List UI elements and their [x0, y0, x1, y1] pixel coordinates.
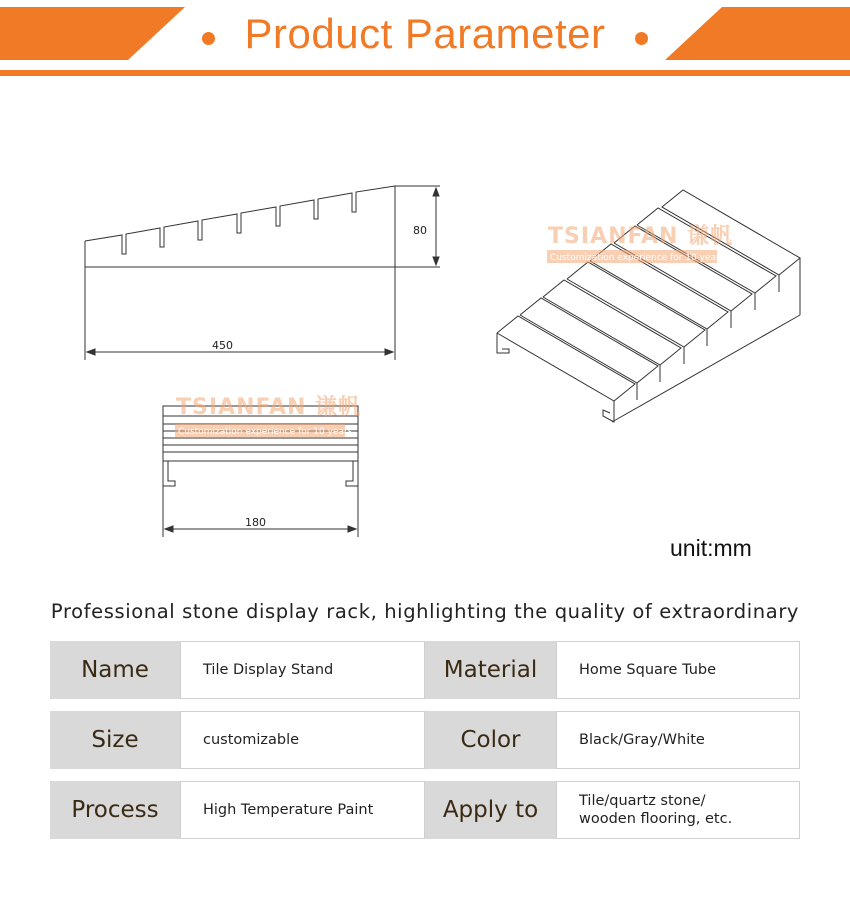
- param-label: Process: [50, 781, 180, 839]
- param-label: Apply to: [425, 781, 556, 839]
- param-row: [50, 781, 800, 841]
- param-label: Name: [50, 641, 180, 699]
- param-value: customizable: [180, 711, 425, 769]
- svg-text:TSIANFAN 谦帆: TSIANFAN 谦帆: [176, 395, 362, 420]
- svg-text:Customization experience for 1: Customization experience for 10 years: [550, 253, 725, 263]
- unit-label: unit:mm: [670, 535, 752, 561]
- param-label: Material: [425, 641, 556, 699]
- param-value: Tile/quartz stone/ wooden flooring, etc.: [556, 781, 800, 839]
- param-row: [50, 641, 800, 701]
- param-value: Black/Gray/White: [556, 711, 800, 769]
- param-value: High Temperature Paint: [180, 781, 425, 839]
- header-banner: [0, 0, 850, 80]
- param-row: [50, 711, 800, 771]
- param-value: Tile Display Stand: [180, 641, 425, 699]
- watermark-iso: [547, 223, 733, 263]
- technical-drawings: [0, 80, 850, 590]
- svg-text:TSIANFAN 谦帆: TSIANFAN 谦帆: [548, 224, 734, 249]
- parameter-table: [50, 641, 800, 851]
- param-label: Size: [50, 711, 180, 769]
- page-title: Product Parameter: [244, 10, 606, 57]
- width-dimension-label: 180: [245, 516, 266, 529]
- watermark-front: [175, 394, 361, 437]
- svg-text:Customization experience for 1: Customization experience for 10 years: [178, 427, 353, 437]
- param-label: Color: [425, 711, 556, 769]
- drawing-canvas: [0, 80, 850, 590]
- height-dimension-label: 80: [413, 224, 427, 237]
- tagline: Professional stone display rack, highlighting the quality of extraordinary: [50, 600, 800, 623]
- length-dimension-label: 450: [212, 339, 233, 352]
- param-value: Home Square Tube: [556, 641, 800, 699]
- side-view-profile: [85, 186, 395, 254]
